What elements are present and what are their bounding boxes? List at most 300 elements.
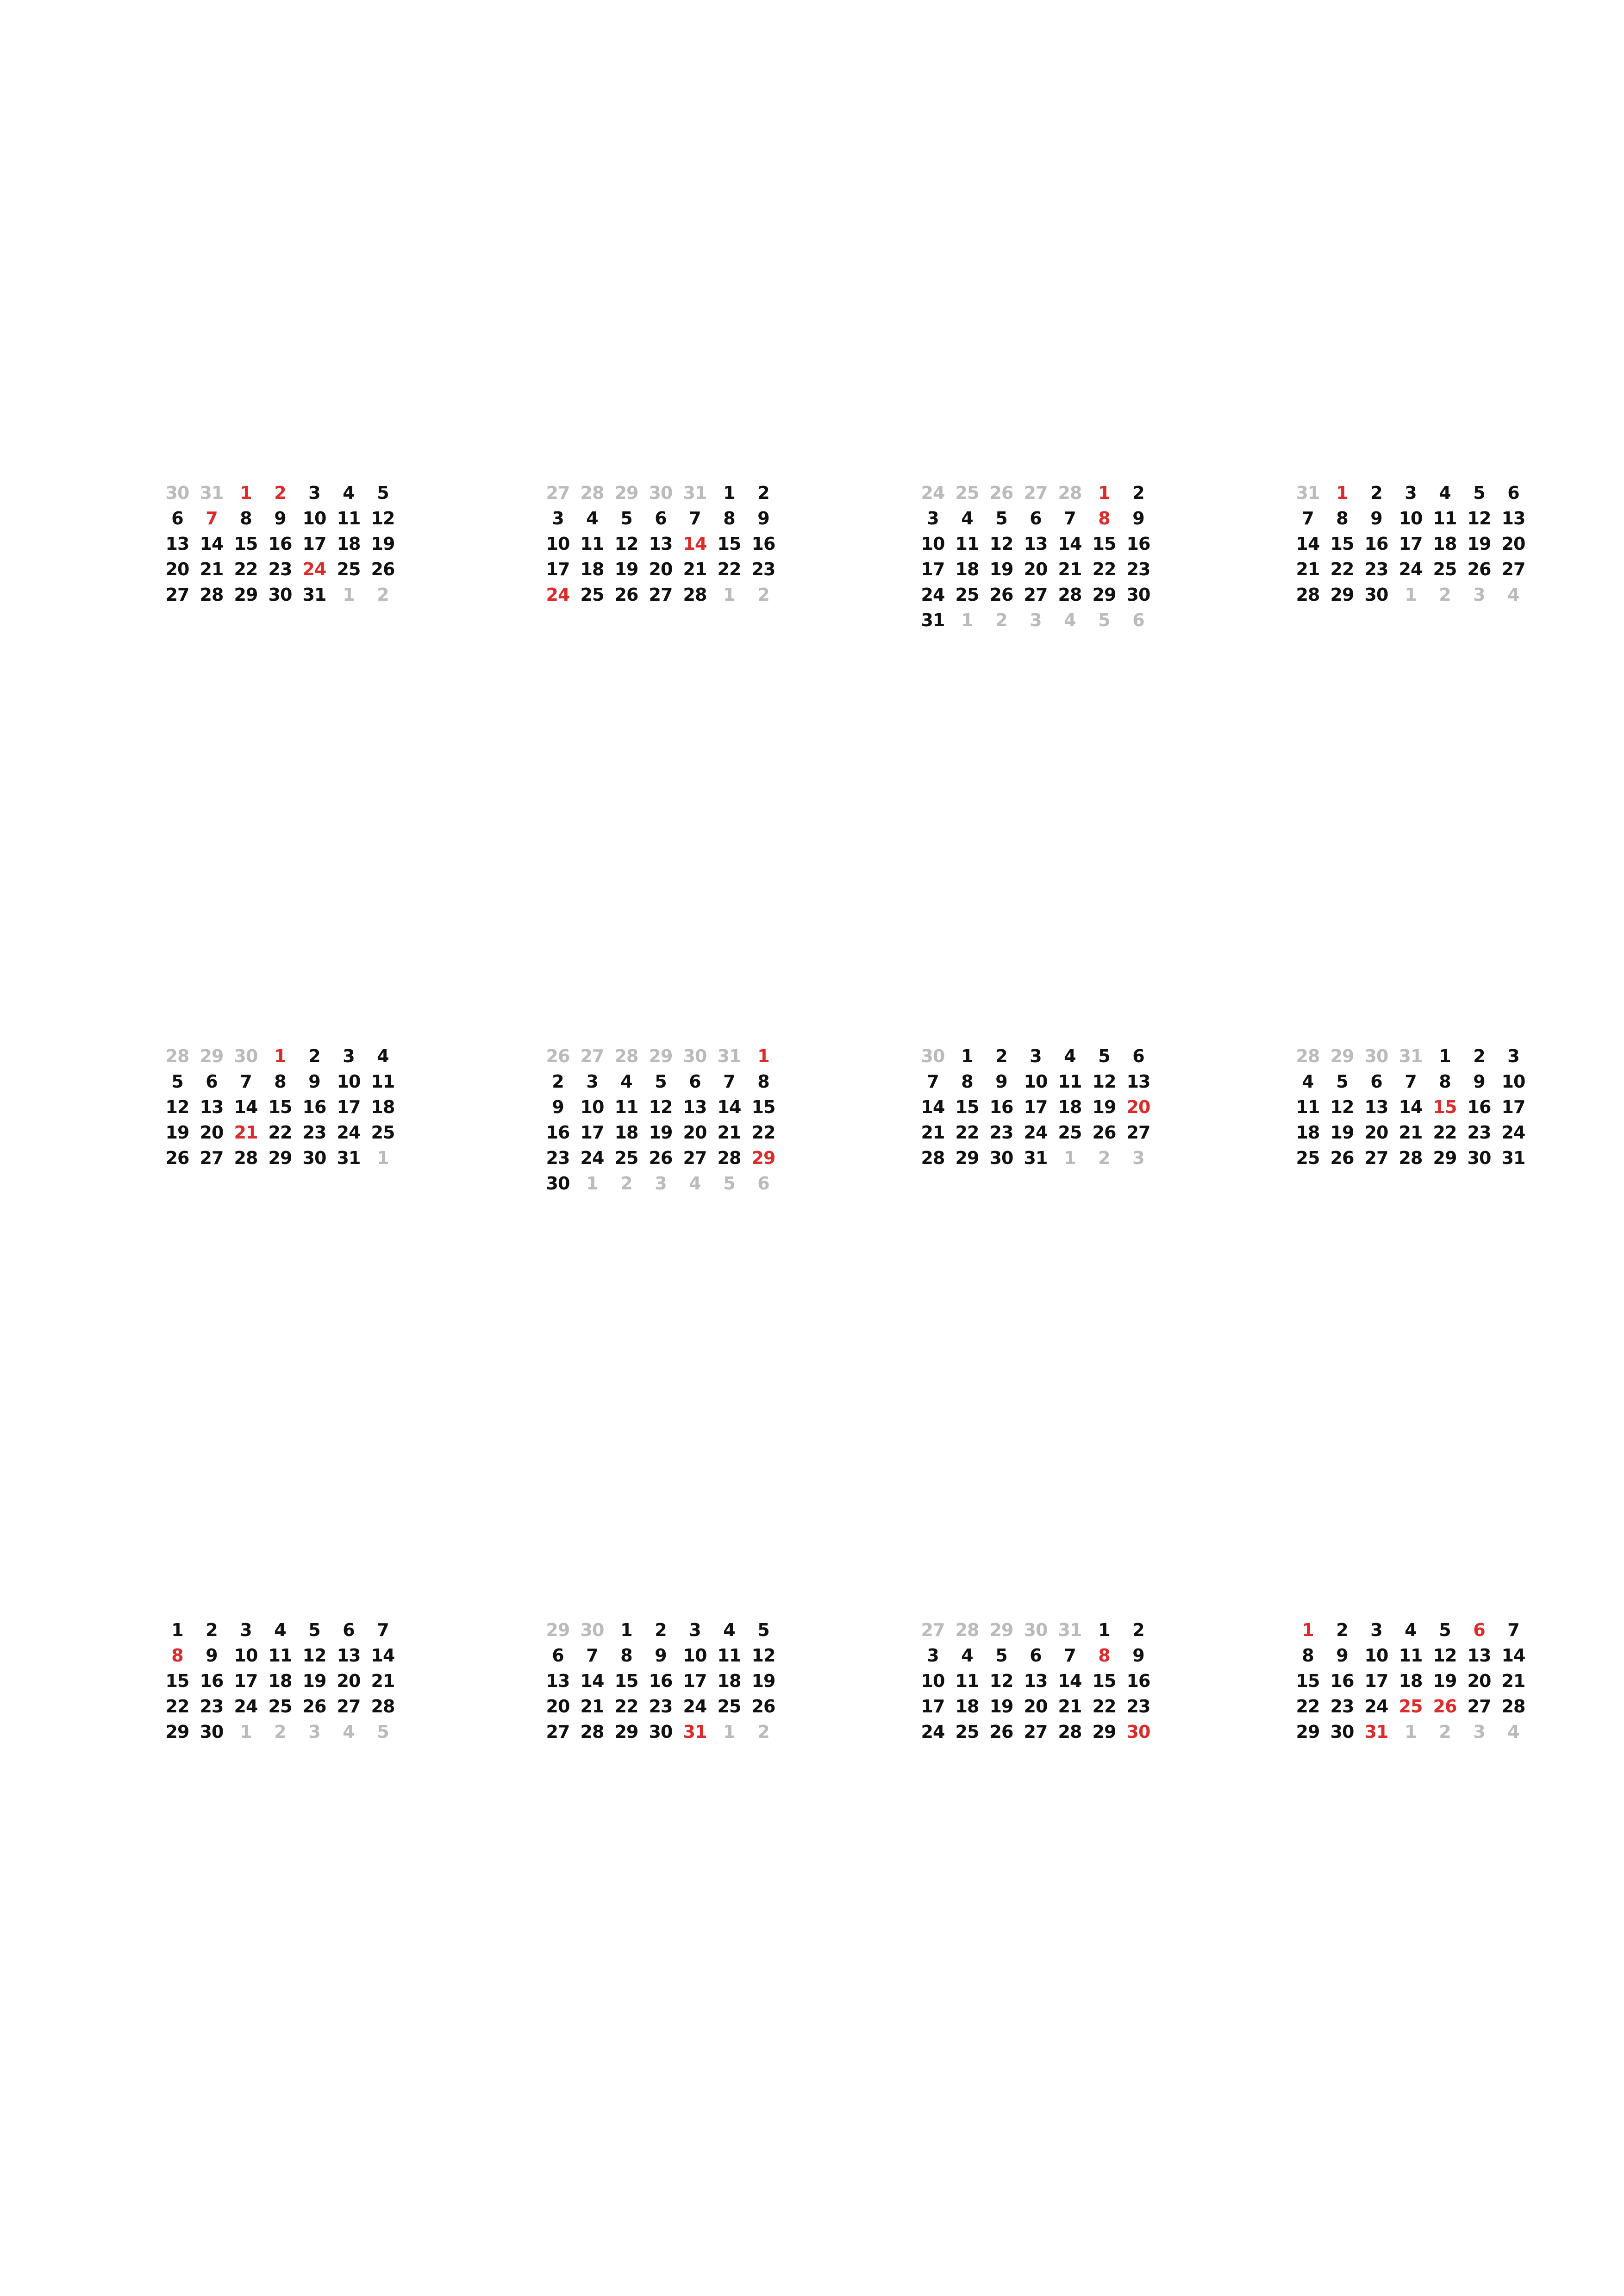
- day-cell-outside-month: 26: [546, 1046, 570, 1066]
- day-cell: 15: [1296, 1671, 1320, 1691]
- day-cell: 20: [1501, 534, 1525, 554]
- day-cell: 24: [580, 1148, 604, 1168]
- day-cell: 3: [689, 1620, 701, 1640]
- day-cell: 5: [1439, 1620, 1451, 1640]
- day-cell: 2: [308, 1046, 320, 1066]
- day-cell: 4: [343, 483, 355, 503]
- day-cell: 23: [1126, 1696, 1150, 1717]
- day-cell: 31: [302, 585, 326, 605]
- day-cell: 4: [961, 1645, 973, 1666]
- day-cell: 17: [1364, 1671, 1388, 1691]
- day-cell: 27: [649, 585, 673, 605]
- day-cell: 19: [751, 1671, 775, 1691]
- day-cell: 10: [234, 1645, 258, 1666]
- day-cell: 29: [1092, 585, 1116, 605]
- day-cell: 26: [989, 585, 1013, 605]
- day-cell: 13: [683, 1097, 707, 1117]
- week-row: [160, 1044, 401, 1069]
- day-cell: 12: [1330, 1097, 1354, 1117]
- day-cell-outside-month: 2: [757, 585, 769, 605]
- day-cell-outside-month: 4: [1507, 1722, 1519, 1742]
- day-cell: 29: [1296, 1722, 1320, 1742]
- day-cell: 7: [1507, 1620, 1519, 1640]
- day-cell: 3: [586, 1071, 598, 1092]
- day-cell-outside-month: 31: [717, 1046, 741, 1066]
- day-cell: 17: [302, 534, 326, 554]
- day-cell: 14: [921, 1097, 945, 1117]
- day-cell-outside-month: 31: [200, 483, 224, 503]
- day-cell: 6: [1132, 1046, 1144, 1066]
- day-cell: 17: [546, 559, 570, 579]
- day-cell: 19: [649, 1122, 673, 1143]
- day-cell: 17: [683, 1671, 707, 1691]
- day-cell: 2: [995, 1046, 1007, 1066]
- day-cell: 29: [1330, 585, 1354, 605]
- day-cell: 10: [921, 534, 945, 554]
- day-cell: 1: [1098, 1620, 1110, 1640]
- day-cell: 2: [1336, 1620, 1348, 1640]
- day-cell: 15: [1330, 534, 1354, 554]
- day-cell: 14: [580, 1671, 604, 1691]
- day-cell-outside-month: 29: [546, 1620, 570, 1640]
- week-row: [916, 1618, 1156, 1643]
- day-cell: 27: [337, 1696, 361, 1717]
- day-cell-holiday: 20: [1126, 1097, 1150, 1117]
- day-cell-outside-month: 1: [377, 1148, 389, 1168]
- day-cell-outside-month: 29: [200, 1046, 224, 1066]
- day-cell: 6: [1507, 483, 1519, 503]
- day-cell: 1: [961, 1046, 973, 1066]
- day-cell-holiday: 1: [240, 483, 252, 503]
- day-cell: 4: [377, 1046, 389, 1066]
- week-row: [1291, 1719, 1531, 1745]
- day-cell: 9: [206, 1645, 218, 1666]
- month-grid-3: [916, 480, 1156, 633]
- day-cell: 1: [620, 1620, 632, 1640]
- week-row: [916, 480, 1156, 506]
- day-cell: 12: [165, 1097, 189, 1117]
- day-cell: 13: [165, 534, 189, 554]
- day-cell-outside-month: 30: [683, 1046, 707, 1066]
- day-cell: 30: [268, 585, 292, 605]
- day-cell: 25: [955, 1722, 979, 1742]
- day-cell: 9: [757, 508, 769, 529]
- day-cell: 18: [580, 559, 604, 579]
- week-row: [541, 480, 781, 506]
- day-cell: 13: [1126, 1071, 1150, 1092]
- day-cell-outside-month: 1: [240, 1722, 252, 1742]
- day-cell: 15: [234, 534, 258, 554]
- week-row: [541, 1643, 781, 1668]
- day-cell: 5: [655, 1071, 667, 1092]
- day-cell: 3: [552, 508, 564, 529]
- day-cell: 10: [580, 1097, 604, 1117]
- day-cell-outside-month: 30: [165, 483, 189, 503]
- week-row: [541, 1719, 781, 1745]
- day-cell-outside-month: 29: [989, 1620, 1013, 1640]
- day-cell: 25: [717, 1696, 741, 1717]
- day-cell: 27: [1364, 1148, 1388, 1168]
- day-cell-outside-month: 4: [343, 1722, 355, 1742]
- day-cell: 4: [620, 1071, 632, 1092]
- week-row: [160, 582, 401, 608]
- day-cell: 15: [268, 1097, 292, 1117]
- week-row: [160, 480, 401, 506]
- day-cell: 27: [546, 1722, 570, 1742]
- day-cell-outside-month: 2: [1439, 1722, 1451, 1742]
- day-cell: 13: [649, 534, 673, 554]
- day-cell: 22: [268, 1122, 292, 1143]
- day-cell: 19: [371, 534, 395, 554]
- day-cell: 22: [1433, 1122, 1457, 1143]
- day-cell-holiday: 26: [1433, 1696, 1457, 1717]
- month-grid-8: [1291, 1044, 1531, 1171]
- day-cell: 6: [1030, 1645, 1042, 1666]
- day-cell: 3: [927, 1645, 939, 1666]
- day-cell: 25: [268, 1696, 292, 1717]
- day-cell: 22: [717, 559, 741, 579]
- week-row: [160, 1694, 401, 1719]
- day-cell: 22: [751, 1122, 775, 1143]
- day-cell-holiday: 8: [1098, 508, 1110, 529]
- day-cell: 20: [683, 1122, 707, 1143]
- day-cell: 30: [302, 1148, 326, 1168]
- day-cell: 5: [171, 1071, 183, 1092]
- day-cell: 16: [1330, 1671, 1354, 1691]
- day-cell: 17: [580, 1122, 604, 1143]
- day-cell-holiday: 6: [1473, 1620, 1485, 1640]
- day-cell: 12: [751, 1645, 775, 1666]
- day-cell-outside-month: 1: [961, 610, 973, 630]
- day-cell-holiday: 2: [274, 483, 286, 503]
- day-cell: 18: [337, 534, 361, 554]
- day-cell: 20: [1024, 559, 1048, 579]
- day-cell: 20: [200, 1122, 224, 1143]
- day-cell: 3: [1370, 1620, 1382, 1640]
- day-cell: 6: [1030, 508, 1042, 529]
- day-cell: 19: [614, 559, 638, 579]
- day-cell: 10: [1501, 1071, 1525, 1092]
- week-row: [160, 1719, 401, 1745]
- day-cell: 28: [717, 1148, 741, 1168]
- day-cell: 8: [1336, 508, 1348, 529]
- week-row: [916, 1120, 1156, 1145]
- day-cell: 2: [552, 1071, 564, 1092]
- day-cell: 9: [308, 1071, 320, 1092]
- day-cell: 15: [1092, 1671, 1116, 1691]
- day-cell-holiday: 1: [1302, 1620, 1314, 1640]
- day-cell-outside-month: 26: [989, 483, 1013, 503]
- day-cell: 14: [200, 534, 224, 554]
- day-cell: 26: [165, 1148, 189, 1168]
- day-cell: 28: [1399, 1148, 1423, 1168]
- day-cell: 5: [308, 1620, 320, 1640]
- day-cell-outside-month: 30: [921, 1046, 945, 1066]
- day-cell: 24: [234, 1696, 258, 1717]
- day-cell-outside-month: 6: [1132, 610, 1144, 630]
- week-row: [1291, 480, 1531, 506]
- day-cell: 21: [1058, 559, 1082, 579]
- day-cell: 23: [1467, 1122, 1491, 1143]
- day-cell: 9: [1336, 1645, 1348, 1666]
- day-cell-outside-month: 3: [1030, 610, 1042, 630]
- day-cell: 29: [268, 1148, 292, 1168]
- day-cell: 22: [1330, 559, 1354, 579]
- day-cell-outside-month: 1: [723, 585, 735, 605]
- week-row: [916, 1044, 1156, 1069]
- day-cell: 21: [1058, 1696, 1082, 1717]
- day-cell: 24: [337, 1122, 361, 1143]
- day-cell: 12: [302, 1645, 326, 1666]
- day-cell: 7: [240, 1071, 252, 1092]
- day-cell-outside-month: 3: [655, 1173, 667, 1194]
- day-cell-outside-month: 28: [1296, 1046, 1320, 1066]
- week-row: [160, 1668, 401, 1694]
- day-cell: 28: [683, 585, 707, 605]
- day-cell: 4: [1302, 1071, 1314, 1092]
- day-cell-holiday: 1: [1336, 483, 1348, 503]
- day-cell: 7: [1064, 1645, 1076, 1666]
- day-cell: 16: [546, 1122, 570, 1143]
- day-cell-outside-month: 28: [1058, 483, 1082, 503]
- day-cell: 17: [1024, 1097, 1048, 1117]
- day-cell-outside-month: 2: [995, 610, 1007, 630]
- day-cell: 14: [234, 1097, 258, 1117]
- day-cell-holiday: 24: [546, 585, 570, 605]
- month-grid-6: [541, 1044, 781, 1196]
- day-cell: 23: [1330, 1696, 1354, 1717]
- day-cell: 23: [649, 1696, 673, 1717]
- day-cell: 22: [1092, 559, 1116, 579]
- day-cell: 21: [371, 1671, 395, 1691]
- day-cell-outside-month: 30: [1364, 1046, 1388, 1066]
- day-cell-outside-month: 30: [649, 483, 673, 503]
- day-cell: 2: [655, 1620, 667, 1640]
- day-cell: 29: [234, 585, 258, 605]
- day-cell: 21: [200, 559, 224, 579]
- day-cell: 29: [165, 1722, 189, 1742]
- day-cell: 9: [552, 1097, 564, 1117]
- week-row: [916, 557, 1156, 582]
- day-cell: 11: [268, 1645, 292, 1666]
- day-cell: 15: [955, 1097, 979, 1117]
- day-cell: 3: [927, 508, 939, 529]
- day-cell: 21: [1296, 559, 1320, 579]
- day-cell: 19: [989, 559, 1013, 579]
- day-cell: 24: [1364, 1696, 1388, 1717]
- day-cell: 10: [921, 1671, 945, 1691]
- day-cell-outside-month: 31: [1296, 483, 1320, 503]
- day-cell: 20: [1024, 1696, 1048, 1717]
- day-cell: 5: [1336, 1071, 1348, 1092]
- week-row: [1291, 1145, 1531, 1171]
- day-cell: 13: [1467, 1645, 1491, 1666]
- day-cell: 4: [274, 1620, 286, 1640]
- day-cell: 14: [1501, 1645, 1525, 1666]
- day-cell-outside-month: 28: [614, 1046, 638, 1066]
- day-cell: 11: [1296, 1097, 1320, 1117]
- day-cell: 31: [1501, 1148, 1525, 1168]
- day-cell-outside-month: 5: [377, 1722, 389, 1742]
- week-row: [541, 1618, 781, 1643]
- day-cell: 29: [955, 1148, 979, 1168]
- day-cell: 1: [1439, 1046, 1451, 1066]
- day-cell-outside-month: 3: [308, 1722, 320, 1742]
- day-cell: 2: [206, 1620, 218, 1640]
- day-cell-holiday: 29: [751, 1148, 775, 1168]
- day-cell: 30: [1364, 585, 1388, 605]
- day-cell: 24: [1024, 1122, 1048, 1143]
- day-cell-outside-month: 31: [1399, 1046, 1423, 1066]
- day-cell: 16: [200, 1671, 224, 1691]
- day-cell: 22: [614, 1696, 638, 1717]
- day-cell: 23: [1126, 559, 1150, 579]
- day-cell: 18: [1433, 534, 1457, 554]
- day-cell: 17: [921, 1696, 945, 1717]
- day-cell: 11: [1433, 508, 1457, 529]
- day-cell-outside-month: 29: [649, 1046, 673, 1066]
- day-cell-outside-month: 5: [1098, 610, 1110, 630]
- day-cell: 25: [1058, 1122, 1082, 1143]
- day-cell: 20: [165, 559, 189, 579]
- day-cell: 27: [683, 1148, 707, 1168]
- day-cell: 27: [165, 585, 189, 605]
- day-cell: 22: [1092, 1696, 1116, 1717]
- day-cell-outside-month: 27: [546, 483, 570, 503]
- week-row: [541, 1171, 781, 1196]
- day-cell: 21: [580, 1696, 604, 1717]
- day-cell-outside-month: 24: [921, 483, 945, 503]
- day-cell: 11: [371, 1071, 395, 1092]
- day-cell: 14: [1296, 534, 1320, 554]
- day-cell: 26: [371, 559, 395, 579]
- day-cell: 22: [234, 559, 258, 579]
- day-cell: 11: [717, 1645, 741, 1666]
- day-cell: 16: [1364, 534, 1388, 554]
- day-cell: 2: [757, 483, 769, 503]
- day-cell: 23: [302, 1122, 326, 1143]
- week-row: [541, 1120, 781, 1145]
- day-cell: 6: [655, 508, 667, 529]
- day-cell: 3: [1507, 1046, 1519, 1066]
- day-cell: 23: [1364, 559, 1388, 579]
- day-cell: 9: [274, 508, 286, 529]
- week-row: [160, 1145, 401, 1171]
- day-cell: 5: [995, 508, 1007, 529]
- day-cell: 23: [989, 1122, 1013, 1143]
- day-cell: 19: [1467, 534, 1491, 554]
- day-cell: 3: [1405, 483, 1417, 503]
- day-cell: 7: [723, 1071, 735, 1092]
- day-cell: 7: [377, 1620, 389, 1640]
- week-row: [160, 531, 401, 557]
- day-cell: 17: [1399, 534, 1423, 554]
- day-cell: 13: [337, 1645, 361, 1666]
- day-cell: 28: [1501, 1696, 1525, 1717]
- day-cell: 30: [1467, 1148, 1491, 1168]
- day-cell: 26: [989, 1722, 1013, 1742]
- day-cell: 12: [649, 1097, 673, 1117]
- day-cell: 5: [757, 1620, 769, 1640]
- day-cell-outside-month: 4: [1064, 610, 1076, 630]
- day-cell: 17: [234, 1671, 258, 1691]
- day-cell: 5: [1098, 1046, 1110, 1066]
- month-grid-7: [916, 1044, 1156, 1171]
- week-row: [541, 557, 781, 582]
- day-cell: 26: [1092, 1122, 1116, 1143]
- day-cell: 12: [1467, 508, 1491, 529]
- day-cell: 8: [274, 1071, 286, 1092]
- week-row: [1291, 582, 1531, 608]
- day-cell-outside-month: 2: [1098, 1148, 1110, 1168]
- month-grid-1: [160, 480, 401, 608]
- day-cell: 31: [337, 1148, 361, 1168]
- day-cell: 28: [1058, 1722, 1082, 1742]
- day-cell: 24: [683, 1696, 707, 1717]
- month-grid-12: [1291, 1618, 1531, 1745]
- day-cell: 6: [1370, 1071, 1382, 1092]
- day-cell: 8: [723, 508, 735, 529]
- day-cell: 16: [302, 1097, 326, 1117]
- day-cell: 2: [1132, 483, 1144, 503]
- day-cell: 19: [302, 1671, 326, 1691]
- week-row: [541, 1095, 781, 1120]
- day-cell: 22: [1296, 1696, 1320, 1717]
- week-row: [1291, 1069, 1531, 1095]
- day-cell-outside-month: 27: [580, 1046, 604, 1066]
- day-cell: 16: [751, 534, 775, 554]
- day-cell-outside-month: 30: [234, 1046, 258, 1066]
- day-cell: 20: [1467, 1671, 1491, 1691]
- day-cell: 15: [1092, 534, 1116, 554]
- day-cell-outside-month: 1: [1405, 1722, 1417, 1742]
- day-cell: 21: [1399, 1122, 1423, 1143]
- day-cell: 15: [165, 1671, 189, 1691]
- month-grid-4: [1291, 480, 1531, 608]
- week-row: [160, 1618, 401, 1643]
- day-cell: 15: [717, 534, 741, 554]
- day-cell-outside-month: 5: [723, 1173, 735, 1194]
- day-cell: 24: [921, 1722, 945, 1742]
- day-cell: 24: [1501, 1122, 1525, 1143]
- day-cell: 7: [689, 508, 701, 529]
- week-row: [1291, 1668, 1531, 1694]
- day-cell: 10: [302, 508, 326, 529]
- day-cell-outside-month: 25: [955, 483, 979, 503]
- week-row: [541, 506, 781, 531]
- day-cell: 22: [955, 1122, 979, 1143]
- day-cell: 21: [1501, 1671, 1525, 1691]
- week-row: [916, 582, 1156, 608]
- day-cell: 30: [1330, 1722, 1354, 1742]
- week-row: [916, 506, 1156, 531]
- day-cell-outside-month: 3: [1132, 1148, 1144, 1168]
- day-cell-holiday: 30: [1126, 1722, 1150, 1742]
- week-row: [916, 1719, 1156, 1745]
- day-cell: 18: [614, 1122, 638, 1143]
- day-cell-outside-month: 1: [343, 585, 355, 605]
- day-cell: 6: [171, 508, 183, 529]
- day-cell: 9: [1370, 508, 1382, 529]
- day-cell-outside-month: 30: [580, 1620, 604, 1640]
- day-cell: 14: [371, 1645, 395, 1666]
- day-cell: 7: [1405, 1071, 1417, 1092]
- day-cell: 25: [614, 1148, 638, 1168]
- day-cell: 12: [614, 534, 638, 554]
- day-cell-outside-month: 1: [586, 1173, 598, 1194]
- day-cell: 18: [955, 1696, 979, 1717]
- day-cell: 28: [580, 1722, 604, 1742]
